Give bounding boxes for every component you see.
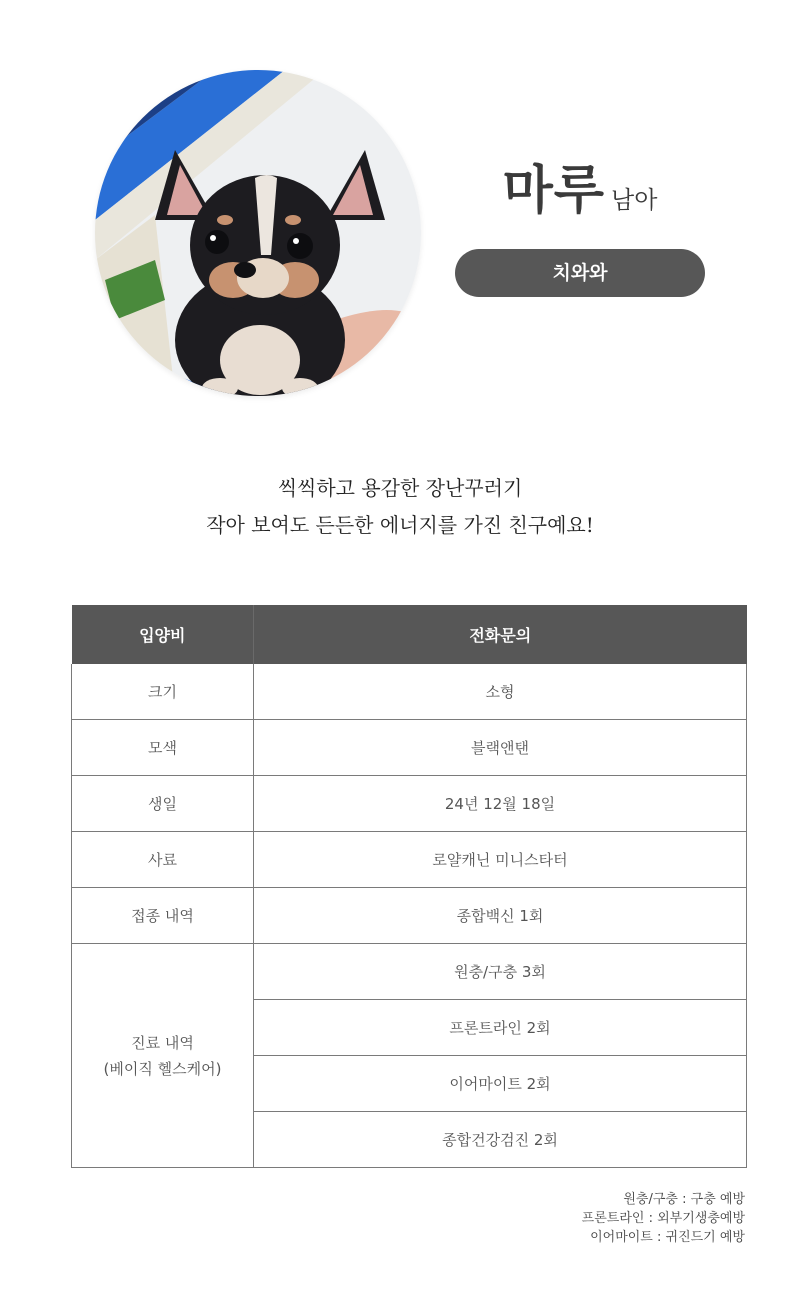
row-label: 모색 [72, 720, 254, 776]
row-label: 생일 [72, 776, 254, 832]
intro-line-1: 씩씩하고 용감한 장난꾸러기 [277, 476, 523, 500]
medical-value: 프론트라인 2회 [254, 1000, 747, 1056]
medical-value: 원충/구충 3회 [254, 944, 747, 1000]
table-header-row [72, 605, 747, 664]
medical-label-line-1: 진료 내역 [131, 1033, 194, 1052]
adoption-fee-label: 입양비 [72, 605, 254, 664]
row-label: 크기 [72, 664, 254, 720]
info-table [71, 605, 747, 1168]
footnote: 원충/구충 : 구충 예방 [623, 1192, 745, 1207]
breed-badge: 치와와 [455, 249, 705, 297]
table-row [72, 720, 747, 776]
row-label: 접종 내역 [72, 888, 254, 944]
footnote: 프론트라인 : 외부기생충예방 [581, 1211, 745, 1226]
row-value: 소형 [254, 664, 747, 720]
dog-photo [95, 70, 421, 396]
medical-history-label [72, 944, 254, 1168]
name-block [455, 148, 705, 223]
row-value: 블랙앤탠 [254, 720, 747, 776]
row-label: 사료 [72, 832, 254, 888]
row-value: 로얄캐닌 미니스타터 [254, 832, 747, 888]
pet-name: 마루 [502, 161, 606, 221]
row-value: 종합백신 1회 [254, 888, 747, 944]
row-value: 24년 12월 18일 [254, 776, 747, 832]
adoption-fee-value: 전화문의 [254, 605, 747, 664]
medical-value: 종합건강검진 2회 [254, 1112, 747, 1168]
footnote: 이어마이트 : 귀진드기 예방 [590, 1230, 745, 1245]
medical-value: 이어마이트 2회 [254, 1056, 747, 1112]
table-row [72, 944, 747, 1000]
pet-gender: 남아 [611, 186, 658, 214]
intro-text [0, 470, 800, 544]
intro-line-2: 작아 보여도 든든한 에너지를 가진 친구예요! [206, 513, 594, 537]
table-row [72, 776, 747, 832]
table-row [72, 888, 747, 944]
table-row [72, 664, 747, 720]
footnotes [582, 1190, 745, 1247]
medical-label-line-2: (베이직 헬스케어) [103, 1059, 222, 1078]
table-row [72, 832, 747, 888]
